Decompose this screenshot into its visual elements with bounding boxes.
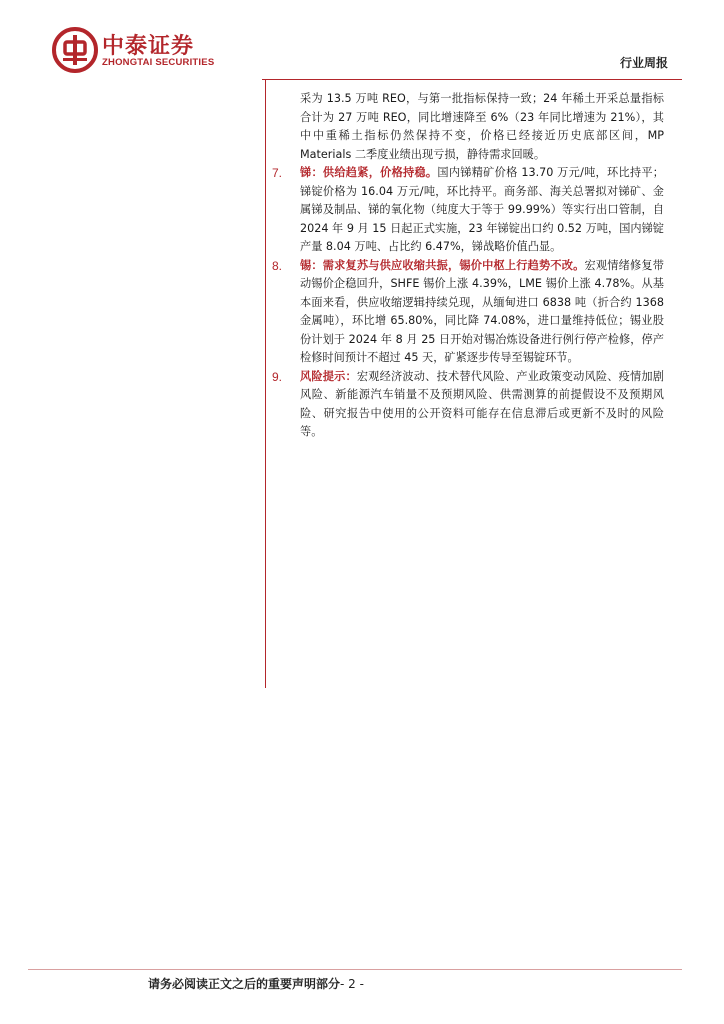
footer-divider [28, 969, 682, 970]
footer-disclaimer [148, 975, 364, 992]
header-divider [262, 79, 682, 80]
list-item-heading: 锑：供给趋紧，价格持稳。 [300, 166, 438, 179]
list-item-number: 8. [272, 258, 283, 273]
zhongtai-logo-icon [52, 27, 98, 73]
logo-chinese-name: 中泰证券 [102, 34, 195, 59]
list-item-tin [272, 257, 664, 368]
continuation-paragraph: 采为 13.5 万吨 REO，与第一批指标保持一致；24 年稀土开采总量指标合计为 27 万吨 REO，同比增速降至 6%（23 年同比增速为 21%），其中中重稀土指标仍然保持不变，价格已经接近历史底部区间，MP Materials 二季度业绩出现亏损，静待需求回暖。 [300, 92, 664, 161]
list-item-body: 国内锑精矿价格 13.70 万元/吨，环比持平；锑锭价格为 16.04 万元/吨，环比持平。商务部、海关总署拟对锑矿、金属锑及制品、锑的氧化物（纯度大于等于 99.99%）等实行出口管制，自 2024 年 9 月 15 日起正式实施，23 年锑锭出口约 0.52 万吨，国内锑锭产量 8.04 万吨、占比约 6.47%，锑战略价值凸显。 [300, 166, 664, 253]
list-item-heading: 锡：需求复苏与供应收缩共振，锡价中枢上行趋势不改。 [300, 258, 585, 272]
main-content [272, 90, 664, 442]
list-item-antimony [272, 164, 664, 257]
list-item-heading: 风险提示： [300, 369, 357, 383]
list-item-body: 宏观情绪修复带动锡价企稳回升，SHFE 锡价上涨 4.39%，LME 锡价上涨 4.78%。从基本面来看，供应收缩逻辑持续兑现，从缅甸进口 6838 吨（折合约 1368 金属吨），环比增 65.80%，同比降 74.08%，进口量维持低位；锡业股份计划于 2024 年 8 月 25 日开始对锡冶炼设备进行例行停产检修，停产检修时间预计不超过 45 天，矿紧逐步传导至锡锭环节。 [300, 258, 664, 364]
list-item-number: 9. [272, 369, 283, 384]
list-item-risk-warning [272, 368, 664, 442]
footer-notice: 请务必阅读正文之后的重要声明部分 [148, 977, 341, 991]
company-logo [52, 27, 222, 77]
page-number: - 2 - [340, 977, 364, 991]
logo-english-name: ZHONGTAI SECURITIES [102, 57, 215, 68]
list-item-body: 宏观经济波动、技术替代风险、产业政策变动风险、疫情加剧风险、新能源汽车销量不及预期风险、供需测算的前提假设不及预期风险、研究报告中使用的公开资料可能存在信息滞后或更新不及时的风险等。 [300, 369, 664, 438]
list-item-number: 7. [272, 166, 283, 180]
sidebar-divider [265, 80, 266, 688]
report-type-label: 行业周报 [619, 56, 668, 70]
